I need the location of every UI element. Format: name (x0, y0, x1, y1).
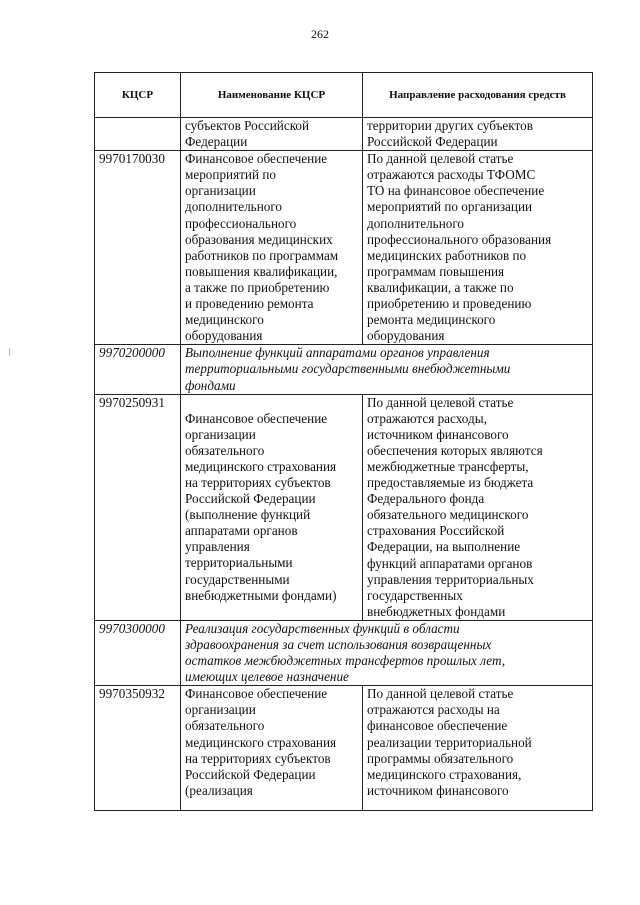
direction-cell (363, 151, 593, 345)
code-cell: 9970250931 (95, 394, 181, 620)
section-heading-text: Реализация государственных функций в области здравоохранения за счет использования возвращенных остатков межбюджетных трансфертов прошлых лет, имеющих целевое назначение (185, 620, 506, 685)
budget-classification-table (94, 72, 593, 811)
header-direction: Направление расходования средств (363, 73, 593, 118)
name-cell (181, 686, 363, 811)
code-cell: 9970300000 (95, 620, 181, 685)
header-name: Наименование КЦСР (181, 73, 363, 118)
table-row (95, 394, 593, 620)
table-row (95, 686, 593, 811)
table-row (95, 118, 593, 151)
section-heading-row (95, 345, 593, 394)
direction-text: По данной целевой статье отражаются расходы ТФОМС ТО на финансовое обеспечение мероприятий по организации дополнительного профессионального образования медицинских работников по программам повышения квалификации, а также по приобретению и проведению ремонта медицинского оборудования (367, 151, 552, 344)
section-heading-text: Выполнение функций аппаратами органов управления территориальными государственными внебюджетными фондами (185, 345, 511, 393)
name-text: Финансовое обеспечение организации обязательного медицинского страхования на территориях субъектов Российской Федерации (реализация (185, 686, 337, 798)
name-text: Финансовое обеспечение организации обязательного медицинского страхования на территориях субъектов Российской Федерации (выполнение функций аппаратами органов управления территориальными государственными внебюджетными фондами) (185, 410, 337, 603)
page-number: 262 (311, 27, 329, 41)
direction-text: По данной целевой статье отражаются расходы, источником финансового обеспечения которых являются межбюджетные трансферты, предоставляемые из бюджета Федерального фонда обязательного медицинского страхования Российской Федерации, на выполнение функций аппаратами органов управления территориальных государственных внебюджетных фондами (367, 394, 543, 619)
table-header-row (95, 73, 593, 118)
name-text: субъектов Российской Федерации (185, 118, 310, 150)
margin-mark (9, 348, 10, 356)
direction-cell (363, 118, 593, 151)
direction-cell (363, 394, 593, 620)
code-cell: 9970350932 (95, 686, 181, 811)
table-row (95, 151, 593, 345)
section-heading-cell (181, 620, 593, 685)
code-cell (95, 118, 181, 151)
direction-cell (363, 686, 593, 811)
name-text: Финансовое обеспечение мероприятий по организации дополнительного профессионального образования медицинских работников по программам повышения квалификации, а также по приобретению и проведению ремонта медицинского оборудования (185, 151, 339, 344)
section-heading-cell (181, 345, 593, 394)
header-code: КЦСР (95, 73, 181, 118)
direction-text: территории других субъектов Российской Федерации (367, 118, 533, 150)
code-cell: 9970200000 (95, 345, 181, 394)
name-cell (181, 118, 363, 151)
code-cell: 9970170030 (95, 151, 181, 345)
name-cell (181, 151, 363, 345)
direction-text: По данной целевой статье отражаются расходы на финансовое обеспечение реализации территориальной программы обязательного медицинского страхования, источником финансового (367, 686, 532, 798)
name-cell (181, 394, 363, 620)
section-heading-row (95, 620, 593, 685)
